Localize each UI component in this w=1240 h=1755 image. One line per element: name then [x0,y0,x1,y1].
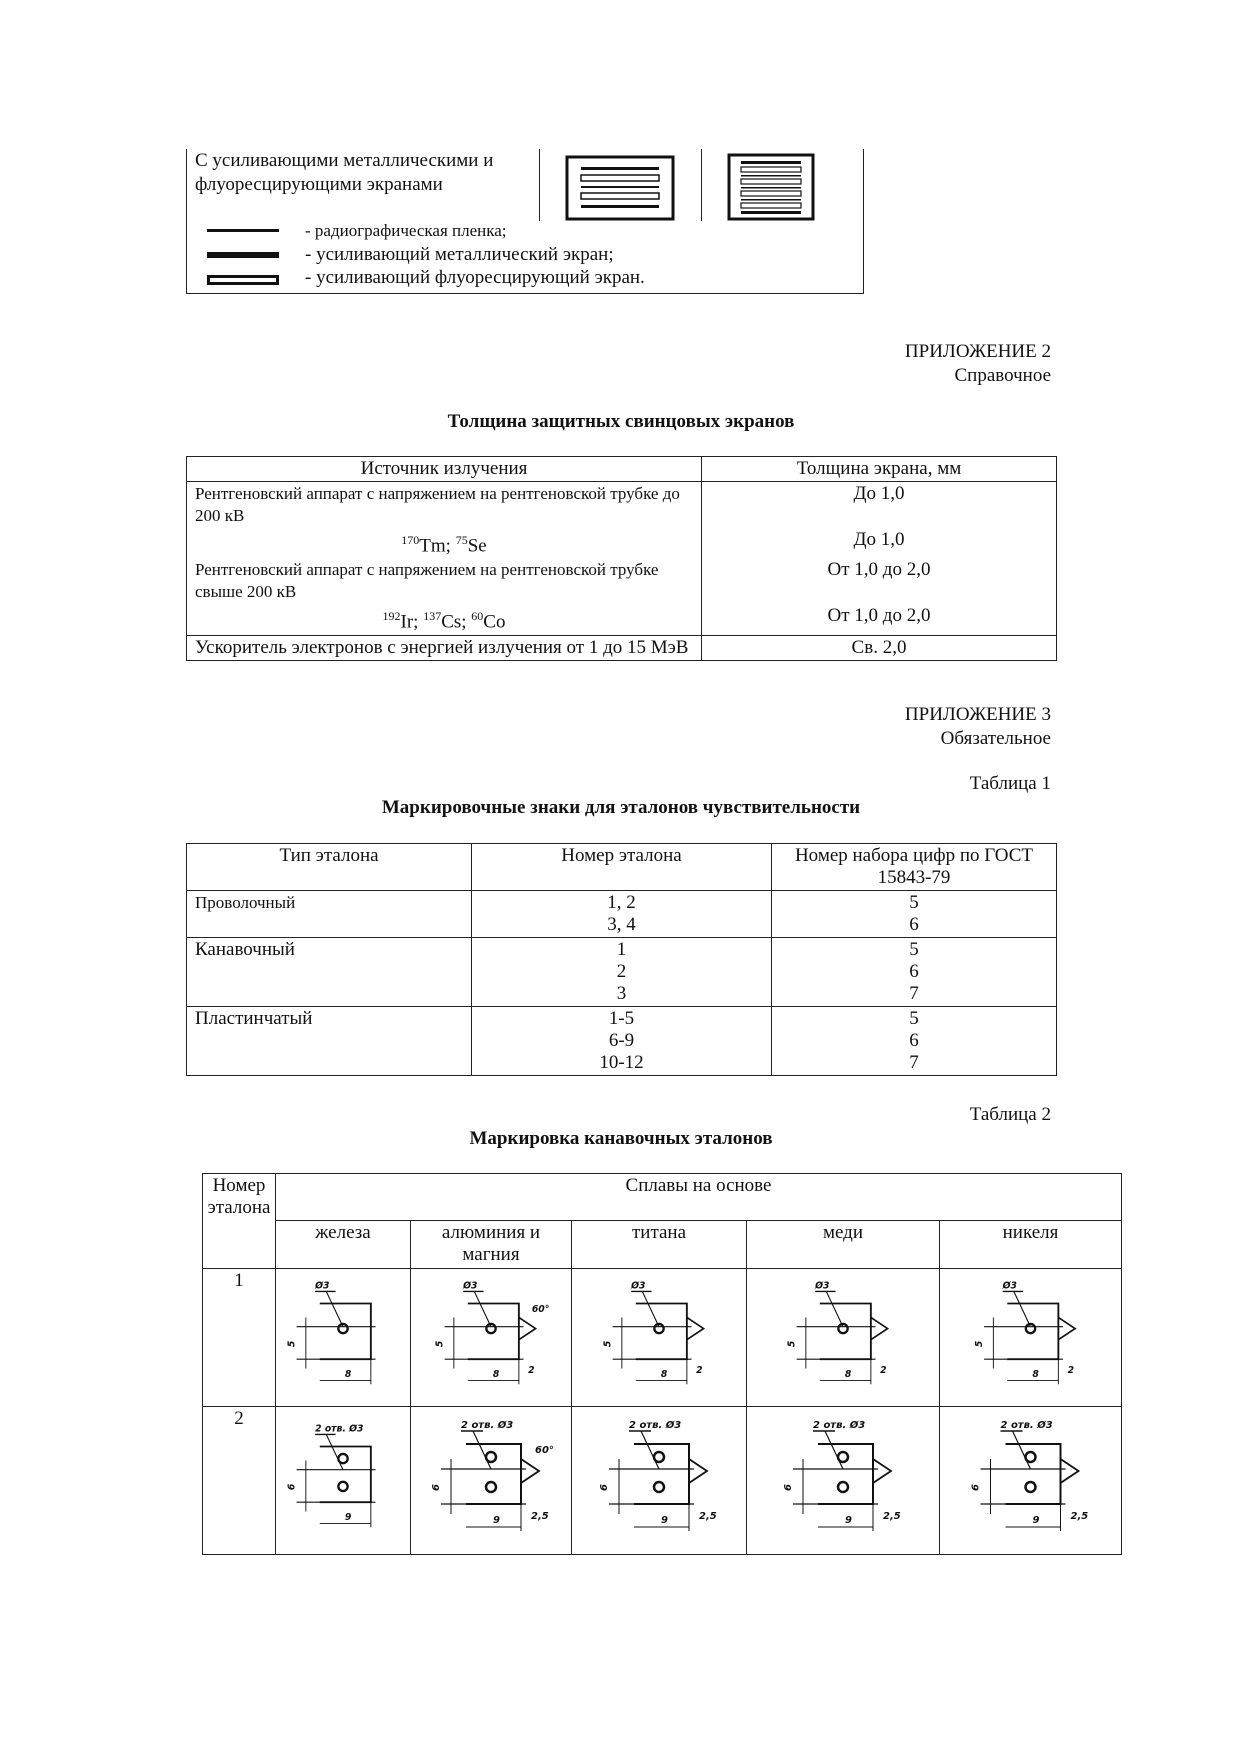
col-header: Тип эталона [187,844,472,891]
svg-text:2,5: 2,5 [531,1511,549,1522]
svg-text:Ø3: Ø3 [1002,1280,1017,1292]
svg-text:6: 6 [783,1484,794,1491]
table-row: $^{170}$Tm; $^{75}$Se До 1,0 [187,528,1057,558]
svg-text:9: 9 [344,1511,352,1523]
table-row: Канавочный 1 2 3 5 6 7 [187,938,1057,1007]
svg-text:9: 9 [1032,1515,1040,1526]
svg-text:6: 6 [431,1484,442,1491]
appendix2-subtitle: Справочное [954,365,1051,386]
table2-label: Таблица 2 [969,1104,1051,1125]
table-row: Пластинчатый 1-5 6-9 10-12 5 6 7 [187,1007,1057,1076]
col-header: Номер эталона [472,844,772,891]
table-row: Проволочный 1, 2 3, 4 5 6 [187,891,1057,938]
svg-text:5: 5 [434,1340,446,1348]
col-header-number: Номер эталона [203,1174,276,1269]
svg-text:8: 8 [660,1368,668,1380]
svg-text:5: 5 [286,1340,298,1348]
table-row: Рентгеновский аппарат с напряжением на рентгеновской трубке до 200 кВ До 1,0 [187,482,1057,529]
film-line-icon [207,229,279,232]
table-row: Рентгеновский аппарат с напряжением на рентгеновской трубке свыше 200 кВ От 1,0 до 2,0 [187,558,1057,604]
groove-sketch [749,1271,937,1401]
svg-text:Ø3: Ø3 [315,1280,330,1292]
groove-sketch [278,1271,408,1401]
groove-drawing [276,1407,411,1555]
svg-text:2: 2 [696,1365,703,1377]
svg-text:8: 8 [344,1368,352,1380]
svg-text:9: 9 [845,1515,852,1526]
groove-sketch [942,1409,1119,1549]
alloy-header: никеля [940,1221,1122,1269]
row-label: С усиливающими металлическими и флуоресцирующими экранами [195,150,494,195]
svg-text:6: 6 [286,1483,298,1491]
svg-text:8: 8 [844,1368,852,1380]
table-row: 2 2 отв. Ø3 6 9 2 отв. Ø3 6 9 2,5 60° 2 отв. Ø3 6 9 2,5 2 отв. Ø3 6 9 2,5 2 отв. Ø3 6 9 2,5 [203,1407,1122,1555]
groove-drawing [572,1407,747,1555]
svg-text:Ø3: Ø3 [463,1280,478,1292]
groove-drawing [940,1269,1122,1407]
groove-drawing [940,1407,1122,1555]
groove-sketch [749,1409,937,1549]
svg-text:Ø3: Ø3 [815,1280,830,1292]
lead-screen-table [186,456,1057,661]
groove-drawing [747,1269,940,1407]
appendix2-header [905,340,1051,388]
svg-text:2 отв. Ø3: 2 отв. Ø3 [315,1423,364,1435]
svg-text:2: 2 [528,1365,535,1377]
table-row: $^{192}$Ir; $^{137}$Cs; $^{60}$Co От 1,0 до 2,0 [187,604,1057,635]
legend-fluor: - усиливающий флуоресцирующий экран. [305,267,645,288]
appendix2-heading: Толщина защитных свинцовых экранов [447,411,795,432]
svg-text:9: 9 [493,1515,500,1526]
appendix3-header [905,703,1051,751]
appendix2-title: ПРИЛОЖЕНИЕ 2 [904,341,1051,362]
svg-text:5: 5 [602,1340,614,1348]
svg-text:2: 2 [1067,1365,1075,1377]
svg-text:2: 2 [880,1365,887,1377]
table1-heading: Маркировочные знаки для эталонов чувствительности [381,797,861,818]
groove-sketch [413,1409,569,1549]
cassette-diagram-2 [727,153,817,221]
col-header: Номер набора цифр по ГОСТ 15843-79 [772,844,1057,891]
svg-text:8: 8 [492,1368,500,1380]
groove-drawing [276,1269,411,1407]
svg-text:5: 5 [786,1340,798,1348]
svg-text:60°: 60° [531,1303,550,1315]
col-header: Толщина экрана, мм [702,457,1057,482]
svg-text:6: 6 [599,1484,610,1491]
svg-text:6: 6 [970,1484,982,1491]
svg-text:2,5: 2,5 [883,1511,901,1522]
fluorescent-screen-line-icon [207,275,279,285]
svg-text:60°: 60° [535,1445,554,1456]
col-header: Источник излучения [187,457,702,482]
groove-drawing [572,1269,747,1407]
svg-text:2,5: 2,5 [699,1511,717,1522]
metal-screen-line-icon [207,252,279,258]
alloy-header: железа [276,1221,411,1269]
marking-table [186,843,1057,1076]
svg-text:2 отв. Ø3: 2 отв. Ø3 [1000,1420,1053,1431]
table-row: 1 Ø3 5 8 Ø3 5 8 2 60° Ø3 5 8 2 Ø3 5 8 2 Ø3 5 8 2 [203,1269,1122,1407]
svg-text:Ø3: Ø3 [631,1280,646,1292]
groove-sketch [574,1271,744,1401]
appendix3-subtitle: Обязательное [940,728,1051,749]
groove-sketch [278,1409,408,1549]
groove-sketch [574,1409,744,1549]
alloy-header: меди [747,1221,940,1269]
screen-diagram-box [186,149,864,294]
table1-label: Таблица 1 [969,773,1051,794]
legend-film: - радиографическая пленка; [305,221,507,240]
svg-text:2 отв. Ø3: 2 отв. Ø3 [461,1420,514,1431]
alloy-header: алюминия и магния [411,1221,572,1269]
svg-text:2,5: 2,5 [1070,1511,1089,1522]
groove-sketch [942,1271,1119,1401]
groove-drawing [411,1269,572,1407]
groove-marking-table [202,1173,1122,1555]
appendix3-title: ПРИЛОЖЕНИЕ 3 [904,704,1051,725]
svg-text:9: 9 [661,1515,668,1526]
svg-text:2 отв. Ø3: 2 отв. Ø3 [629,1420,682,1431]
table-row: Ускоритель электронов с энергией излучения от 1 до 15 МэВ Св. 2,0 [187,635,1057,660]
alloy-header: титана [572,1221,747,1269]
cassette-diagram-1 [565,155,675,221]
legend-metal: - усиливающий металлический экран; [305,244,614,265]
groove-drawing [411,1407,572,1555]
table2-heading: Маркировка канавочных эталонов [469,1128,773,1149]
svg-text:5: 5 [974,1340,986,1348]
groove-sketch [413,1271,569,1401]
svg-text:2 отв. Ø3: 2 отв. Ø3 [813,1420,866,1431]
svg-text:8: 8 [1032,1368,1039,1380]
groove-drawing [747,1407,940,1555]
col-header-alloys: Сплавы на основе [276,1174,1122,1221]
